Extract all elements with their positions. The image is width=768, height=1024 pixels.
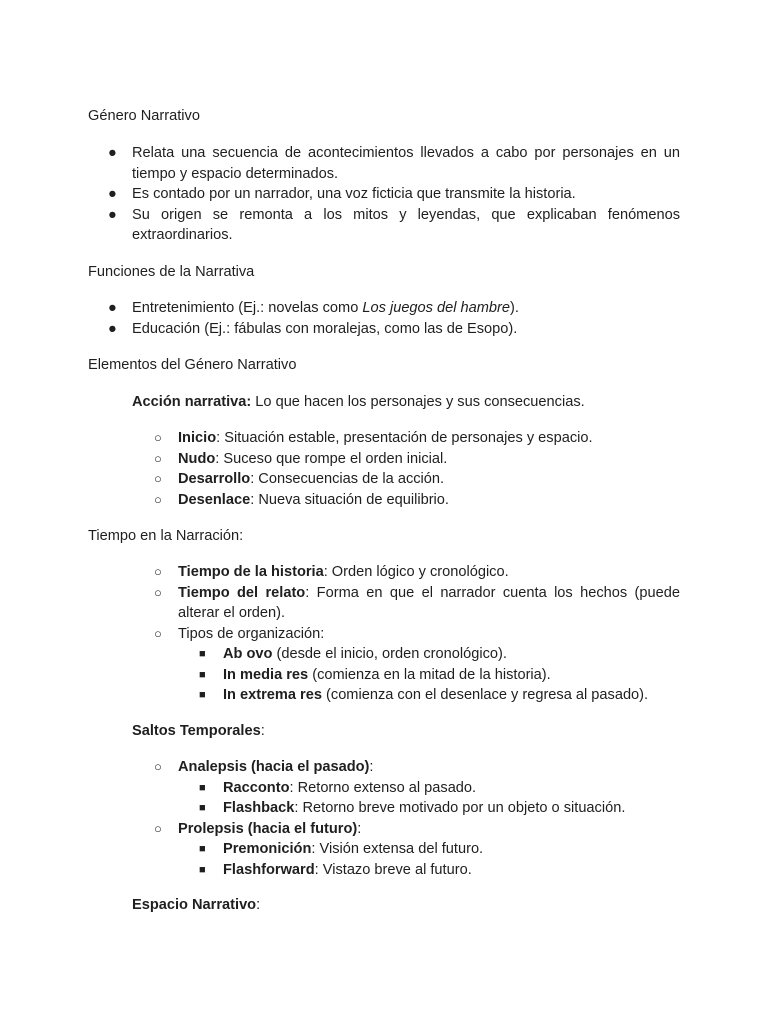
- list-item: ■ In extrema res (comienza con el desenlace y regresa al pasado).: [178, 685, 680, 706]
- book-title: Los juegos del hambre: [362, 300, 511, 316]
- section-heading-funciones: Funciones de la Narrativa: [88, 264, 255, 280]
- list-item: ■ Ab ovo (desde el inicio, orden cronológico).: [178, 644, 680, 665]
- circle-marker: ○: [154, 564, 162, 579]
- circle-marker: ○: [154, 584, 162, 600]
- list-item: ■ In media res (comienza en la mitad de la historia).: [178, 665, 680, 686]
- list-item-text: Es contado por un narrador, una voz ficticia que transmite la historia.: [132, 186, 576, 202]
- prolepsis-list: [178, 839, 680, 880]
- list-item: ○ Analepsis (hacia el pasado): ■ Racconto: Retorno extenso al pasado. ■ Flashback: Retorno breve motivado por un objeto o situación.: [132, 757, 680, 819]
- list-item-text: Su origen se remonta a los mitos y leyendas, que explicaban fenómenos extraordinarios.: [132, 206, 680, 243]
- square-marker: ■: [199, 781, 206, 794]
- list-item: [88, 184, 680, 205]
- list-item: ■ Premonición: Visión extensa del futuro.: [178, 839, 680, 860]
- circle-marker: ○: [154, 625, 162, 641]
- circle-marker: ○: [154, 820, 162, 836]
- list-item: ○ Tiempo de la historia: Orden lógico y cronológico.: [132, 562, 680, 583]
- list-item: [88, 143, 680, 184]
- accion-narrativa-list: [132, 428, 680, 510]
- section-heading-elementos: Elementos del Género Narrativo: [88, 357, 297, 373]
- list-item: ○ Desenlace: Nueva situación de equilibrio.: [132, 490, 680, 511]
- list-item: ○ Prolepsis (hacia el futuro): ■ Premonición: Visión extensa del futuro. ■ Flashforward: Vistazo breve al futuro.: [132, 819, 680, 881]
- list-item: ○ Nudo: Suceso que rompe el orden inicial.: [132, 449, 680, 470]
- square-marker: ■: [199, 843, 206, 855]
- list-item: ○ Tiempo del relato: Forma en que el narrador cuenta los hechos (puede alterar el orden).: [154, 584, 680, 621]
- square-marker: ■: [199, 802, 206, 814]
- bullet-marker: ●: [108, 206, 117, 223]
- bullet-marker: ●: [108, 320, 117, 337]
- list-item: ○ Tipos de organización: ■ Ab ovo (desde el inicio, orden cronológico). ■ In media res (comienza en la mitad de la historia). ■ In extrema res (comienza con el desenlace y regresa al pasado).: [132, 624, 680, 706]
- list-item: ■ Flashforward: Vistazo breve al futuro.: [178, 860, 680, 881]
- espacio-narrativo-heading: Espacio Narrativo:: [132, 897, 261, 913]
- list-item-text: Entretenimiento (Ej.: novelas como Los juegos del hambre).: [132, 300, 519, 316]
- saltos-temporales-list: [132, 757, 680, 880]
- bullet-marker: ●: [108, 300, 117, 316]
- square-marker: ■: [199, 648, 206, 660]
- genero-narrativo-list: [88, 143, 680, 246]
- bullet-marker: ●: [108, 145, 117, 161]
- accion-narrativa-label: Acción narrativa:: [132, 394, 252, 410]
- list-item: ○ Inicio: Situación estable, presentación de personajes y espacio.: [132, 428, 680, 449]
- list-item: ■ Flashback: Retorno breve motivado por un objeto o situación.: [178, 798, 680, 819]
- circle-marker: ○: [154, 471, 162, 486]
- circle-marker: ○: [154, 450, 162, 466]
- list-item: [88, 298, 680, 319]
- accion-narrativa-text: Lo que hacen los personajes y sus consecuencias.: [251, 394, 585, 410]
- list-item: ■ Racconto: Retorno extenso al pasado.: [178, 778, 680, 799]
- saltos-temporales-heading: Saltos Temporales:: [132, 723, 265, 739]
- square-marker: ■: [199, 863, 206, 876]
- funciones-list: [88, 298, 680, 339]
- bullet-marker: ●: [108, 186, 117, 202]
- list-item-text: Relata una secuencia de acontecimientos llevados a cabo por personajes en un tiempo y espacio determinados.: [132, 145, 680, 182]
- section-heading-tiempo: Tiempo en la Narración:: [88, 528, 244, 544]
- list-item-text: Educación (Ej.: fábulas con moralejas, como las de Esopo).: [132, 320, 518, 337]
- square-marker: ■: [199, 668, 206, 681]
- tipos-organizacion-list: [178, 644, 680, 706]
- tiempo-list: [132, 562, 680, 706]
- circle-marker: ○: [154, 491, 162, 507]
- section-heading-genero-narrativo: Género Narrativo: [88, 108, 200, 124]
- list-item: [88, 319, 680, 340]
- list-item: [88, 205, 680, 246]
- circle-marker: ○: [154, 430, 162, 445]
- analepsis-list: [178, 778, 680, 819]
- square-marker: ■: [199, 689, 206, 701]
- list-item: ○ Desarrollo: Consecuencias de la acción.: [132, 469, 680, 490]
- circle-marker: ○: [154, 759, 162, 774]
- accion-narrativa-line: [132, 392, 585, 413]
